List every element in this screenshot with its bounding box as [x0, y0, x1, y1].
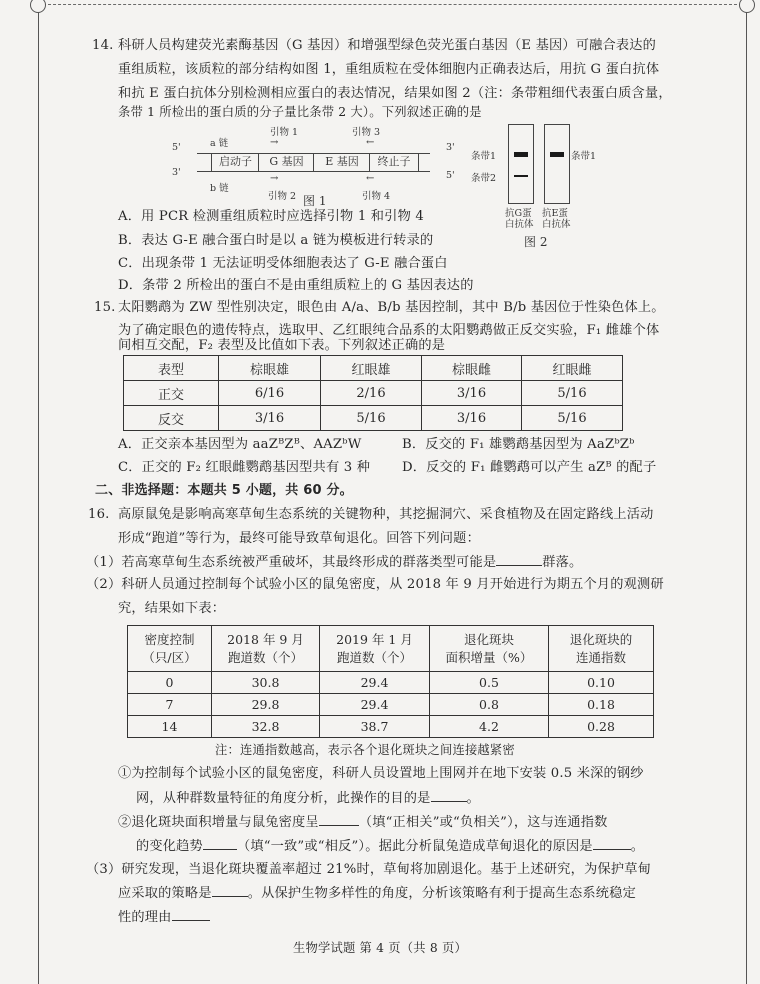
header-line: 退化斑块 [463, 631, 514, 647]
band-1-mark [514, 152, 528, 157]
table-cell: 30.8 [212, 672, 320, 694]
table-row [128, 716, 654, 738]
table-cell: 0 [128, 672, 212, 694]
e-gene-segment: E 基因 [313, 153, 370, 171]
q16-sub-2-text: 。 [630, 839, 645, 854]
q16-part-1 [86, 553, 582, 572]
table-cell: 32.8 [212, 716, 320, 738]
primer-1-label: 引物 1 [270, 127, 299, 138]
band-2-mark [514, 175, 528, 177]
table-row [128, 672, 654, 694]
lane-anti-e [544, 124, 570, 204]
page-border-left [38, 4, 39, 984]
arrow-right-icon: → [270, 173, 279, 184]
table-cell: 0.8 [430, 694, 549, 716]
answer-blank[interactable] [496, 553, 542, 566]
table-header-cell [430, 626, 549, 672]
q14-stem-line: 科研人员构建荧光素酶基因（G 基因）和增强型绿色荧光蛋白基因（E 基因）可融合表达的 [118, 38, 657, 53]
answer-blank[interactable] [593, 837, 631, 850]
five-prime-label: 5' [172, 142, 181, 153]
table-cell: 7 [128, 694, 212, 716]
table-row [124, 406, 623, 431]
answer-blank[interactable] [203, 837, 237, 850]
lane-1-label: 抗G蛋 [505, 208, 532, 219]
three-prime-label: 3' [446, 142, 455, 153]
binding-hole-icon [739, 0, 755, 13]
table-cell: 4.2 [430, 716, 549, 738]
table-cell: 3/16 [422, 406, 522, 431]
q14-stem-line: 和抗 E 蛋白抗体分别检测相应蛋白的表达情况，结果如图 2（注：条带粗细代表蛋白质含量， [118, 86, 672, 101]
table-row [124, 381, 623, 406]
five-prime-label: 5' [446, 170, 455, 181]
q16-number: 16. [88, 507, 110, 522]
q16-part-3-line [118, 884, 636, 903]
q16-stem-line: 高原鼠兔是影响高寒草甸生态系统的关键物种，其挖掘洞穴、采食植物及在固定路线上活动 [118, 507, 654, 522]
q16-sub-2-line [136, 837, 644, 856]
table-cell: 0.5 [430, 672, 549, 694]
header-line: 连通指数 [575, 649, 626, 665]
table-cell: 3/16 [422, 381, 522, 406]
table-cell: 6/16 [219, 381, 321, 406]
q16-sub-2-line [118, 813, 608, 832]
table-header-cell: 红眼雄 [321, 356, 422, 381]
primer-3-label: 引物 3 [352, 127, 381, 138]
table-row [128, 694, 654, 716]
q14-option-d: D．条带 2 所检出的蛋白不是由重组质粒上的 G 基因表达的 [118, 278, 474, 293]
table-header-row [124, 356, 623, 381]
figure-2-caption: 图 2 [524, 235, 548, 249]
header-line: 2018 年 9 月 [227, 631, 304, 647]
q16-sub-2-text: （填“正相关”或“负相关”），这与连通指数 [358, 815, 608, 830]
strand-b-label: b 链 [210, 183, 229, 194]
header-line: 跑道数（个） [227, 649, 303, 665]
table-header-cell [549, 626, 654, 672]
q16-results-table [127, 625, 654, 738]
answer-blank[interactable] [172, 908, 210, 921]
q15-option-a: A．正交亲本基因型为 aaZᴮZᴮ、AAZᵇW [118, 437, 362, 452]
table-cell: 0.10 [549, 672, 654, 694]
arrow-left-icon: ← [366, 173, 375, 184]
table-cell: 反交 [124, 406, 219, 431]
q15-option-b: B．反交的 F₁ 雄鹦鹉基因型为 AaZᵇZᵇ [402, 437, 635, 452]
answer-blank[interactable] [319, 813, 359, 826]
table-cell: 5/16 [321, 406, 422, 431]
q16-part-3-text: 应采取的策略是 [118, 886, 212, 901]
q16-sub-1-text: 。 [466, 791, 480, 806]
table-cell: 0.18 [549, 694, 654, 716]
q14-option-c: C．出现条带 1 无法证明受体细胞表达了 G-E 融合蛋白 [118, 256, 448, 271]
q15-stem-line: 为了确定眼色的遗传特点，选取甲、乙红眼纯合品系的太阳鹦鹉做正反交实验，F₁ 雌雄个体 [118, 323, 660, 338]
table-cell: 14 [128, 716, 212, 738]
header-line: 跑道数（个） [336, 649, 412, 665]
figure-1-plasmid-diagram [170, 122, 460, 208]
q16-sub-2-text: ②退化斑块面积增量与鼠兔密度呈 [118, 815, 319, 830]
header-line: （只/区） [142, 649, 197, 665]
page-border-right [746, 4, 747, 984]
table-header-cell [128, 626, 212, 672]
primer-4-label: 引物 4 [362, 191, 391, 202]
section-2-title: 二、非选择题：本题共 5 小题，共 60 分。 [95, 483, 353, 498]
lane-1-label: 白抗体 [505, 219, 534, 230]
q15-number: 15. [94, 300, 116, 315]
three-prime-label: 3' [172, 167, 181, 178]
table-cell: 29.4 [320, 672, 430, 694]
table-header-cell: 棕眼雌 [422, 356, 522, 381]
header-line: 密度控制 [144, 631, 195, 647]
table-cell: 38.7 [320, 716, 430, 738]
promoter-segment: 启动子 [211, 153, 259, 171]
table-header-cell: 表型 [124, 356, 219, 381]
table-cell: 2/16 [321, 381, 422, 406]
table-header-cell: 红眼雌 [522, 356, 623, 381]
table-cell: 29.4 [320, 694, 430, 716]
q16-part-3-text: 。从保护生物多样性的角度，分析该策略有利于提高生态系统稳定 [247, 886, 636, 901]
table-cell: 5/16 [522, 381, 623, 406]
table-header-cell [320, 626, 430, 672]
primer-2-label: 引物 2 [268, 191, 297, 202]
q16-stem-line: 形成“跑道”等行为，最终可能导致草甸退化。回答下列问题： [118, 531, 480, 546]
table-cell: 3/16 [219, 406, 321, 431]
table-cell: 5/16 [522, 406, 623, 431]
answer-blank[interactable] [431, 789, 467, 802]
q16-sub-2-text: （填“一致”或“相反”）。据此分析鼠兔造成草甸退化的原因是 [236, 839, 593, 854]
q14-stem-line: 条带 1 所检出的蛋白质的分子量比条带 2 大）。下列叙述正确的是 [118, 105, 482, 119]
table-header-row [128, 626, 654, 672]
q14-number: 14. [92, 38, 114, 53]
q15-option-d: D．反交的 F₁ 雌鹦鹉可以产生 aZᴮ 的配子 [402, 460, 657, 475]
strand-b-line [197, 171, 430, 172]
table-cell: 29.8 [212, 694, 320, 716]
g-gene-segment: G 基因 [258, 153, 314, 171]
q16-part-3-line [118, 908, 210, 927]
band-1-label-right: 条带1 [571, 151, 597, 162]
q16-part-2-line: 究，结果如下表： [118, 601, 226, 616]
terminator-segment: 终止子 [369, 153, 419, 171]
q15-results-table [123, 355, 623, 431]
q15-option-c: C．正交的 F₂ 红眼雌鹦鹉基因型共有 3 种 [118, 460, 371, 475]
q16-part-1-text: 群落。 [542, 555, 583, 570]
arrow-left-icon: ← [366, 137, 375, 148]
q16-sub-2-text: 的变化趋势 [136, 839, 203, 854]
band-1-mark [550, 152, 564, 157]
q16-sub-1-line: ①为控制每个试验小区的鼠兔密度，科研人员设置地上围网并在地下安装 0.5 米深的钢纱 [118, 766, 644, 781]
header-line: 2019 年 1 月 [336, 631, 413, 647]
table-cell: 正交 [124, 381, 219, 406]
q16-table-note: 注：连通指数越高，表示各个退化斑块之间连接越紧密 [215, 743, 515, 757]
q16-sub-1-line [136, 789, 480, 808]
figure-2-western-blot [466, 120, 606, 248]
q15-stem-line: 间相互交配，F₂ 表型及比值如下表。下列叙述正确的是 [118, 338, 446, 353]
q14-option-a: A．用 PCR 检测重组质粒时应选择引物 1 和引物 4 [118, 209, 424, 224]
figure-1-caption: 图 1 [303, 194, 327, 208]
header-line: 面积增量（%） [445, 649, 533, 665]
page-border-top [38, 4, 747, 5]
q16-part-2-line: （2）科研人员通过控制每个试验小区的鼠兔密度，从 2018 年 9 月开始进行为期五个月的观测研 [86, 577, 664, 592]
band-1-label: 条带1 [471, 151, 497, 162]
lane-2-label: 白抗体 [542, 219, 571, 230]
band-2-label: 条带2 [471, 173, 497, 184]
page-footer: 生物学试题 第 4 页（共 8 页） [292, 941, 468, 955]
q16-part-3-line: （3）研究发现，当退化斑块覆盖率超过 21%时，草甸将加剧退化。基于上述研究，为保护草甸 [86, 862, 652, 877]
header-line: 退化斑块的 [569, 631, 633, 647]
arrow-right-icon: → [270, 137, 279, 148]
answer-blank[interactable] [212, 884, 248, 897]
strand-a-label: a 链 [210, 138, 229, 149]
table-header-cell: 棕眼雄 [219, 356, 321, 381]
q15-stem-line: 太阳鹦鹉为 ZW 型性别决定，眼色由 A/a、B/b 基因控制，其中 B/b 基因位于性染色体上。 [118, 300, 665, 315]
lane-2-label: 抗E蛋 [542, 208, 568, 219]
table-cell: 0.28 [549, 716, 654, 738]
q16-sub-1-text: 网，从种群数量特征的角度分析，此操作的目的是 [136, 791, 431, 806]
q14-stem-line: 重组质粒，该质粒的部分结构如图 1，重组质粒在受体细胞内正确表达后，用抗 G 蛋白抗体 [118, 62, 660, 77]
table-header-cell [212, 626, 320, 672]
binding-hole-icon [30, 0, 46, 13]
q16-part-1-text: （1）若高寒草甸生态系统被严重破坏，其最终形成的群落类型可能是 [86, 555, 497, 570]
q14-option-b: B．表达 G-E 融合蛋白时是以 a 链为模板进行转录的 [118, 233, 434, 248]
q16-part-3-text: 性的理由 [118, 910, 172, 925]
lane-anti-g [508, 124, 534, 204]
